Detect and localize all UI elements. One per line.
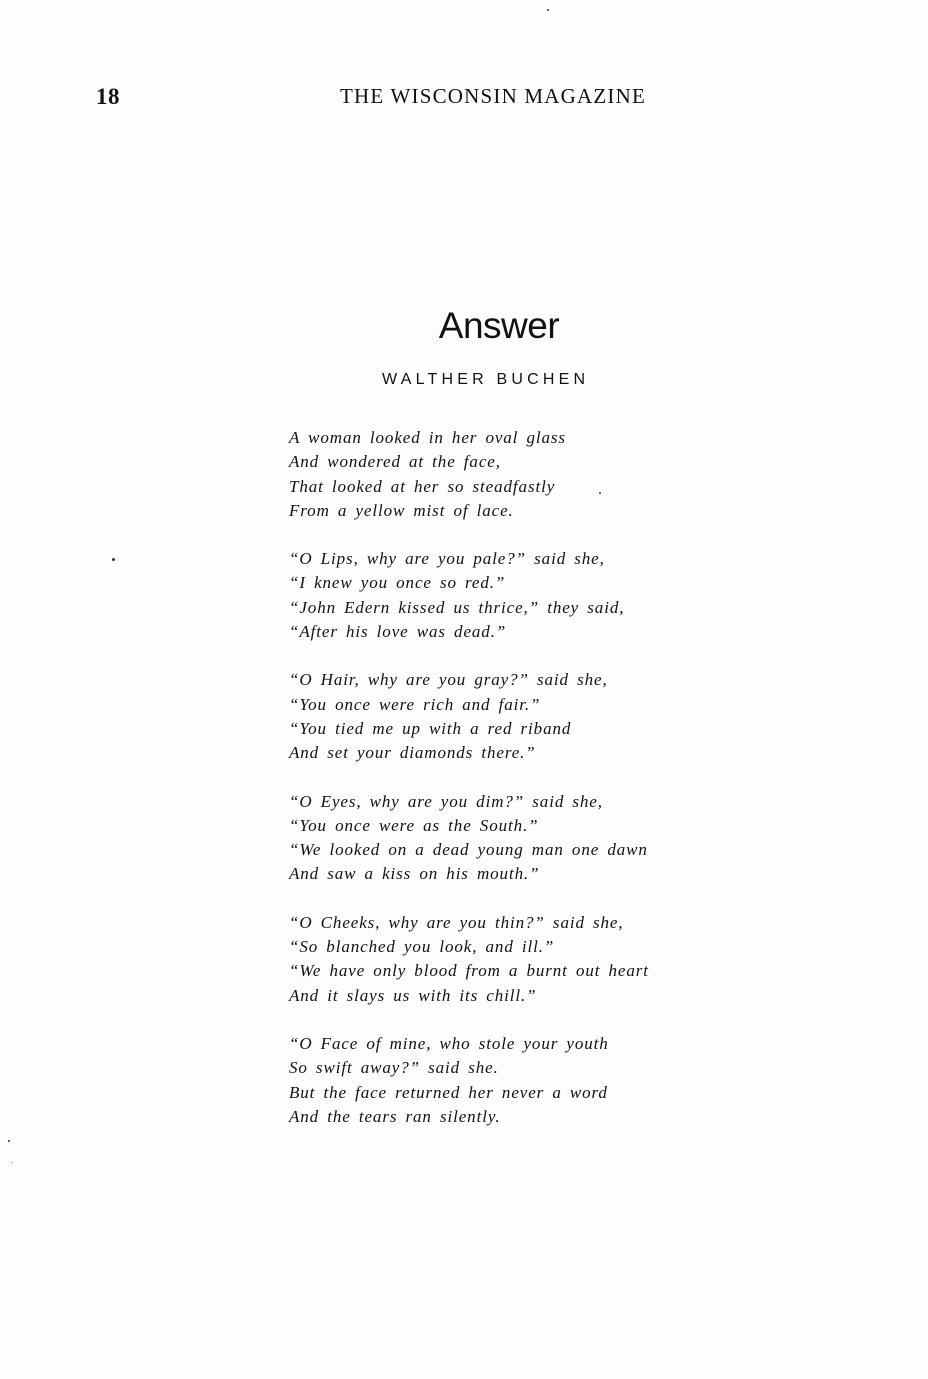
poem-line: “We looked on a dead young man one dawn — [289, 840, 648, 860]
scan-speck — [599, 492, 601, 494]
poem-line: “You once were rich and fair.” — [289, 694, 541, 714]
poem-line: And wondered at the face, — [289, 452, 501, 472]
poem-line: “I knew you once so red.” — [289, 573, 506, 593]
poem-line: “So blanched you look, and ill.” — [289, 937, 555, 957]
poem-line: “You once were as the South.” — [289, 815, 539, 835]
poem-author: WALTHER BUCHEN — [382, 371, 590, 388]
scan-speck — [547, 9, 549, 11]
stanza — [289, 911, 889, 1008]
poem-line: “O Hair, why are you gray?” said she, — [289, 670, 608, 690]
poem-line: “O Cheeks, why are you thin?” said she, — [289, 912, 624, 932]
poem-line: “O Face of mine, who stole your youth — [289, 1033, 609, 1053]
poem-line: “After his love was dead.” — [289, 622, 507, 642]
poem-body — [289, 426, 889, 1153]
poem-line: “We have only blood from a burnt out heart — [289, 961, 649, 981]
stanza — [289, 547, 889, 644]
running-head: THE WISCONSIN MAGAZINE — [340, 84, 646, 108]
stanza — [289, 790, 889, 887]
poem-line: And the tears ran silently. — [289, 1106, 501, 1126]
stanza — [289, 426, 889, 523]
poem-title: Answer — [438, 305, 560, 346]
poem-line: But the face returned her never a word — [289, 1082, 608, 1102]
stanza — [289, 668, 889, 765]
poem-line: So swift away?” said she. — [289, 1058, 499, 1078]
stanza — [289, 1032, 889, 1129]
scan-speck — [112, 558, 115, 561]
poem-line: “You tied me up with a red riband — [289, 718, 572, 738]
poem-line: A woman looked in her oval glass — [289, 428, 566, 447]
poem-line: “John Edern kissed us thrice,” they said, — [289, 597, 625, 617]
scan-speck — [12, 1162, 13, 1163]
poem-line: And set your diamonds there.” — [289, 743, 536, 763]
page-number: 18 — [96, 84, 120, 109]
poem-line: And it slays us with its chill.” — [289, 985, 537, 1005]
poem-line: From a yellow mist of lace. — [289, 500, 514, 520]
poem-line: And saw a kiss on his mouth.” — [289, 864, 540, 884]
poem-line: “O Lips, why are you pale?” said she, — [289, 549, 605, 569]
poem-line: “O Eyes, why are you dim?” said she, — [289, 791, 603, 811]
poem-line: That looked at her so steadfastly — [289, 476, 556, 496]
scan-speck — [8, 1140, 10, 1142]
